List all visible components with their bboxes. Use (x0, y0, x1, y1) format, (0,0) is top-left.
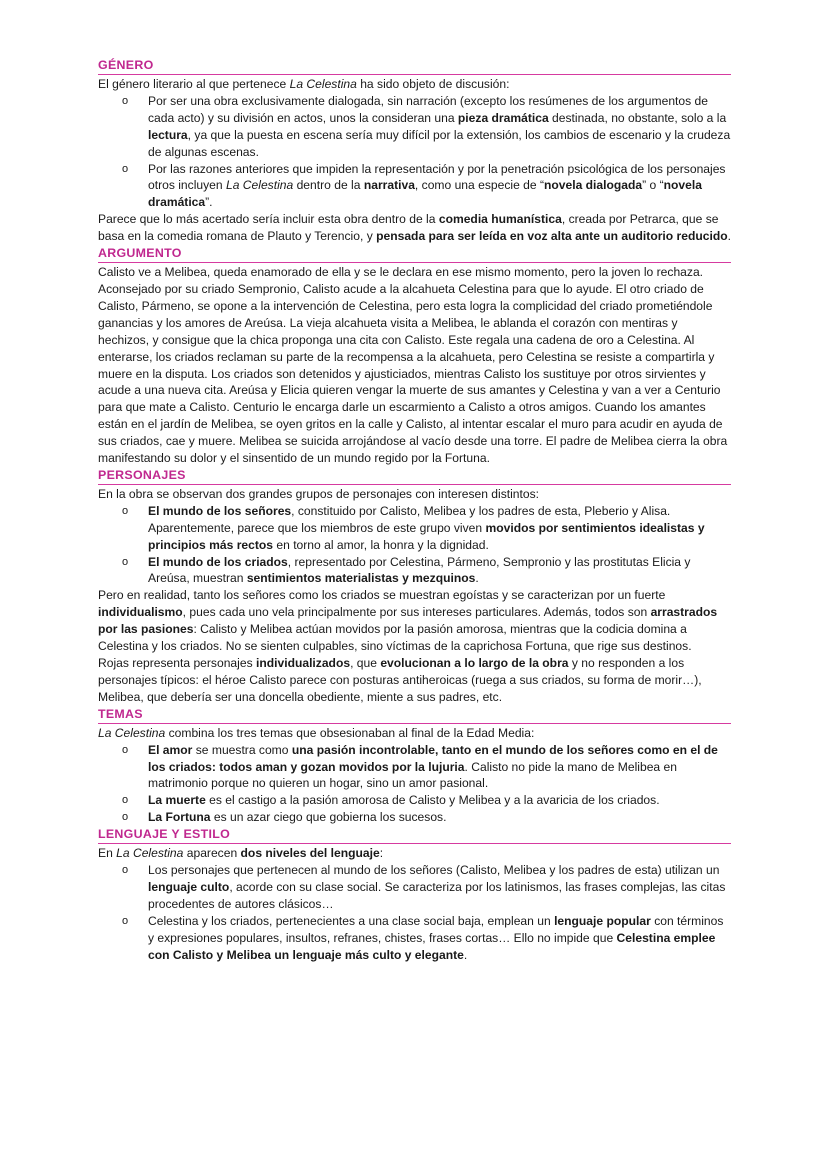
bullet-icon: o (122, 162, 129, 175)
lenguaje-list (98, 862, 731, 963)
list-item: o El mundo de los señores, constituido por Calisto, Melibea y los padres de esta, Pleberio y Alisa. Aparentemente, parece que los miembros de este grupo viven movidos por sentimientos idealistas y principios más rectos en torno al amor, la honra y la dignidad. (122, 503, 705, 552)
section-heading-argumento: ARGUMENTO (98, 245, 731, 263)
list-item: o El amor se muestra como una pasión incontrolable, tanto en el mundo de los señores como en el de los criados: todos aman y gozan movidos por la lujuria. Calisto no pide la mano de Melibea en matrimonio porque no quieren un hogar, sino un amor pasional. (122, 742, 718, 791)
bullet-icon: o (122, 864, 129, 877)
personajes-paragraph-2: Rojas representa personajes individualizados, que evolucionan a lo largo de la obra y no responden a los personajes típicos: el héroe Calisto parece con posturas antiheroicas (ruega a sus criados, su forma de morir…), Melibea, que debería ser una doncella obediente, miente a sus padres, etc. (98, 656, 702, 704)
genero-intro: El género literario al que pertenece La Celestina ha sido objeto de discusión: (98, 77, 510, 91)
section-heading-temas: TEMAS (98, 706, 731, 724)
bullet-icon: o (122, 504, 129, 517)
section-heading-personajes: PERSONAJES (98, 467, 731, 485)
personajes-paragraph-1: Pero en realidad, tanto los señores como los criados se muestran egoístas y se caracterizan por un fuerte individualismo, pues cada uno vela principalmente por sus intereses particulares. Además, todos son arrastrados por las pasiones: Calisto y Melibea actúan movidos por la pasión amorosa, mientras que la codicia domina a Celestina y los criados. No se sienten culpables, sino víctimas de la caprichosa Fortuna, que rige sus destinos. (98, 588, 718, 654)
temas-intro: La Celestina combina los tres temas que obsesionaban al final de la Edad Media: (98, 725, 535, 740)
bullet-icon: o (122, 914, 129, 927)
personajes-intro: En la obra se observan dos grandes grupos de personajes con interesen distintos: (98, 486, 540, 501)
list-item: o Por las razones anteriores que impiden la representación y por la penetración psicológica de los personajes otros incluyen La Celestina dentro de la narrativa, como una especie de “novela dialogada” o “novela dramática”. (122, 161, 726, 210)
temas-list (98, 742, 731, 827)
document-page (98, 57, 731, 964)
bullet-icon: o (122, 811, 129, 824)
bullet-icon: o (122, 743, 129, 756)
list-item: o Celestina y los criados, pertenecientes a una clase social baja, emplean un lenguaje popular con términos y expresiones populares, insultos, refranes, chistes, frases cortas… Ello no impide que Celestina emplee con Calisto y Melibea un lenguaje más culto y elegante. (122, 913, 724, 962)
personajes-list (98, 503, 731, 588)
section-heading-genero: GÉNERO (98, 57, 731, 75)
list-item: o Por ser una obra exclusivamente dialogada, sin narración (excepto los resúmenes de los argumentos de cada acto) y su división en actos, unos la consideran una pieza dramática destinada, no obstante, solo a la lectura, ya que la puesta en escena sería muy difícil por la extensión, los cambios de escenario y la crudeza de algunas escenas. (122, 93, 731, 159)
bullet-icon: o (122, 555, 129, 568)
section-heading-lenguaje: LENGUAJE Y ESTILO (98, 826, 731, 844)
list-item: o Los personajes que pertenecen al mundo de los señores (Calisto, Melibea y los padres de esta) utilizan un lenguaje culto, acorde con su clase social. Se caracteriza por los latinismos, las frases complejas, las citas procedentes de autores clásicos… (122, 863, 726, 911)
bullet-icon: o (122, 94, 129, 107)
argumento-text: Calisto ve a Melibea, queda enamorado de ella y se le declara en ese mismo momento, pero la joven lo rechaza. Aconsejado por su criado Sempronio, Calisto acude a la alcahueta Celestina para que lo ayude. El otro criado de Calisto, Pármeno, se opone a la intervención de Celestina, pero esta logra la complicidad del criado prometiéndole ganancias y los amores de Areúsa. La vieja alcahueta visita a Melibea, le ablanda el corazón con mentiras y hechizos, y consigue que la chica proponga una cita con Calisto. Este regala una cadena de oro a Celestina. Al enterarse, los criados reclaman su parte de la recompensa a la alcahueta, pero Celestina se resiste a compartirla y muere en la disputa. Los criados son detenidos y ajusticiados, mientras Calisto los sustituye por otros sirvientes y acude a una nueva cita. Areúsa y Elicia quieren vengar la muerte de sus amantes y Celestina y van a ver a Centurio para que mate a Calisto. Centurio le encarga darle un escarmiento a Calisto a otros amigos. Cuando los amantes están en el jardín de Melibea, se oyen gritos en la calle y Calisto, al intentar escalar el muro para acudir en ayuda de sus criados, cae y muere. Melibea se suicida arrojándose al vacío desde una torre. El padre de Melibea cierra la obra manifestando su dolor y el sinsentido de un mundo regido por la Fortuna. (98, 265, 728, 466)
lenguaje-intro: En La Celestina aparecen dos niveles del lenguaje: (98, 846, 384, 861)
genero-list (98, 93, 731, 211)
bullet-icon: o (122, 794, 129, 807)
list-item: o La Fortuna es un azar ciego que gobierna los sucesos. (122, 810, 447, 825)
list-item: o El mundo de los criados, representado por Celestina, Pármeno, Sempronio y las prostitutas Elicia y Areúsa, muestran sentimientos materialistas y mezquinos. (122, 554, 691, 586)
list-item: o La muerte es el castigo a la pasión amorosa de Calisto y Melibea y a la avaricia de los criados. (122, 793, 660, 808)
genero-closing: Parece que lo más acertado sería incluir esta obra dentro de la comedia humanística, creada por Petrarca, que se basa en la comedia romana de Plauto y Terencio, y pensada para ser leída en voz alta ante un auditorio reducido. (98, 212, 731, 244)
